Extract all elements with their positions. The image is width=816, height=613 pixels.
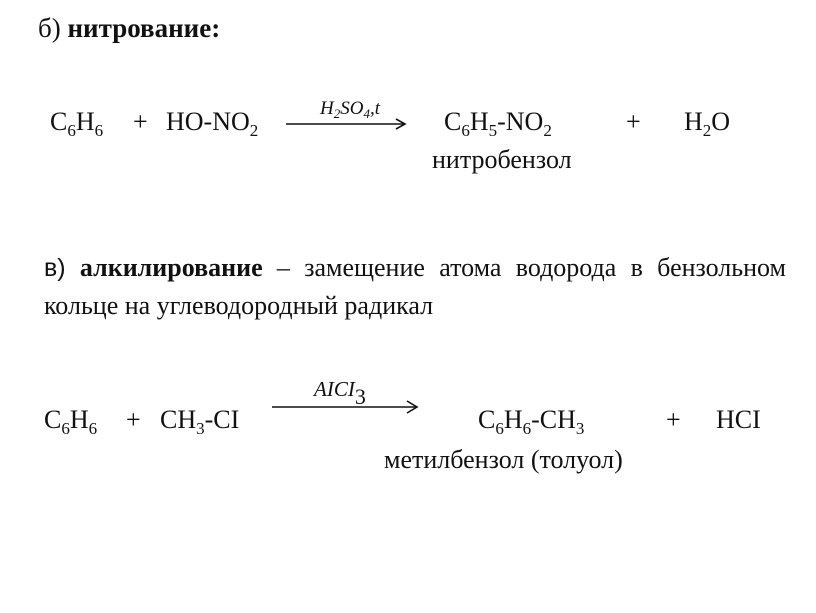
- reaction1-product2: $H_2O$: [684, 107, 731, 140]
- reaction2-reactant2: $CH_3-CI$: [160, 405, 240, 438]
- reaction1-reactant1: $C_6H_6$: [50, 107, 104, 140]
- reaction2-arrow-icon: [272, 400, 422, 414]
- reaction1-arrow-icon: [286, 118, 410, 130]
- reaction2-plus2: +: [666, 405, 681, 434]
- reaction2-reactant1: $C_6H_6$: [44, 405, 98, 438]
- reaction2-product2: HCI: [716, 405, 761, 434]
- section-v-paragraph: [44, 249, 786, 325]
- section-b-title: нитрование:: [67, 13, 221, 43]
- reaction1-product1: $C_6H_5-NO_2$: [444, 107, 552, 140]
- reaction1-plus2: +: [626, 107, 641, 136]
- section-v-term: алкилирование: [79, 253, 263, 282]
- reaction2-catalyst: AICI3: [314, 377, 366, 409]
- reaction1-reactant2: $HO-NO_2$: [166, 107, 259, 140]
- reaction2-product-name: метилбензол (толуол): [384, 445, 623, 474]
- section-v-definition: – замещение атома водорода в бензольном кольце на углеводородный радикал: [44, 253, 786, 320]
- section-v-letter: в): [44, 254, 66, 282]
- reaction1-product-name: нитробензол: [432, 145, 572, 174]
- section-b-letter: б): [38, 13, 61, 43]
- reaction2-product1: $C_6H_6-CH_3$: [478, 405, 585, 438]
- section-b-heading: [38, 13, 220, 43]
- reaction1-plus1: +: [133, 107, 148, 136]
- reaction1-catalyst: $H_2SO_4,t$: [320, 98, 380, 121]
- reaction2-plus1: +: [126, 405, 141, 434]
